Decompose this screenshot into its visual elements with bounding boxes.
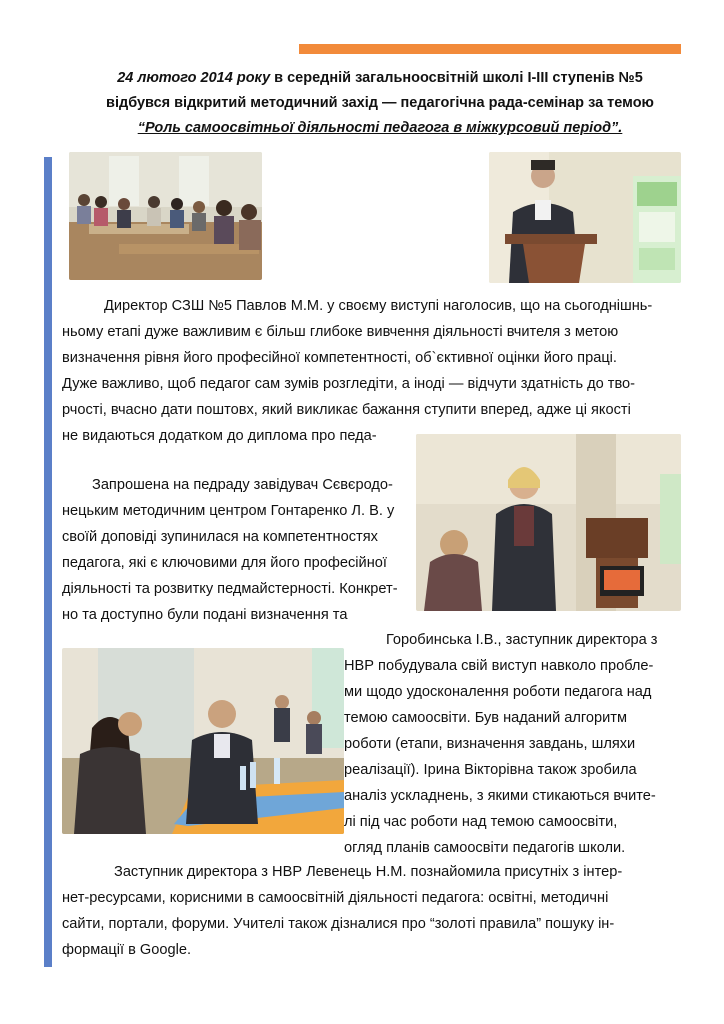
text-line: діяльності та розвитку педмайстерності. Конкрет- [62,581,398,597]
photo-director-speech [489,152,681,283]
text-line: рчості, вчасно дати поштовх, який викликає бажання ступити вперед, адже ці якості [62,402,631,418]
photo-teachers-seated [62,648,344,834]
top-accent-bar [299,44,681,54]
photo-audience [69,152,262,280]
text-line: но та доступно були подані визначення та [62,607,348,623]
text-line: ньому етапі дуже важливим є більш глибоке вивчення діяльності вчителя з метою [62,324,619,340]
event-date: 24 лютого 2014 року [117,70,271,86]
text-line: нет-ресурсами, корисними в самоосвітній діяльності педагога: освітні, методичні [62,890,609,906]
text-line: визначення рівня його професійної компетентності, об`єктивної оцінки його праці. [62,350,617,366]
paragraph-guest [62,472,408,628]
text-line: аналіз ускладнень, з якими стикаються вчите- [344,788,656,804]
text-line: реалізації). Ірина Вікторівна також зробила [344,762,637,778]
text-line: Дуже важливо, щоб педагог сам зумів розгледіти, а іноді — відчути здатність до тво- [62,376,636,392]
text-line: огляд планів самоосвіти педагогів школи. [344,840,626,856]
text-line: Заступник директора з НВР Левенець Н.М. познайомила присутніх з інтер- [114,864,623,880]
text-line: Директор СЗШ №5 Павлов М.М. у своєму виступі наголосив, що на сьогоднішнь- [104,298,653,314]
photo-guest-presentation [416,434,681,611]
side-accent-bar [44,157,52,967]
header-line-1: 24 лютого 2014 року в середній загальноосвітній школі І-ІІІ ступенів №5 [117,70,643,86]
text-line: ми щодо удосконалення роботи педагога над [344,684,652,700]
text-line: Горобинська І.В., заступник директора з [386,632,658,648]
text-line: Запрошена на педраду завідувач Сєвєродо- [92,477,393,493]
text-line: роботи (етапи, визначення завдань, шляхи [344,736,636,752]
text-line: не видаються додатком до диплома про педа- [62,428,377,444]
text-line: лі під час роботи над темою самоосвіти, [344,814,618,830]
text-line: темою самоосвіти. Був наданий алгоритм [344,710,628,726]
text-line: нецьким методичним центром Гонтаренко Л. В. у [62,503,395,519]
paragraph-director [62,293,674,449]
article-header [60,66,700,141]
paragraph-deputy [344,627,678,861]
text-line: педагога, які є ключовими для його професійної [62,555,387,571]
text-line: своїй доповіді зупинилася на компетентностях [62,529,378,545]
text-line: сайти, портали, форуми. Учителі також дізналися про “золоті правила” пошуку ін- [62,916,615,932]
text-line: формації в Google. [62,942,192,958]
paragraph-internet-resources [62,859,674,963]
header-line-2: відбувся відкритий методичний захід — педагогічна рада-семінар за темою [106,95,654,111]
text-line: НВР побудувала свій виступ навколо пробле- [344,658,654,674]
header-topic: “Роль самоосвітньої діяльності педагога в міжкурсовий період”. [137,120,623,136]
